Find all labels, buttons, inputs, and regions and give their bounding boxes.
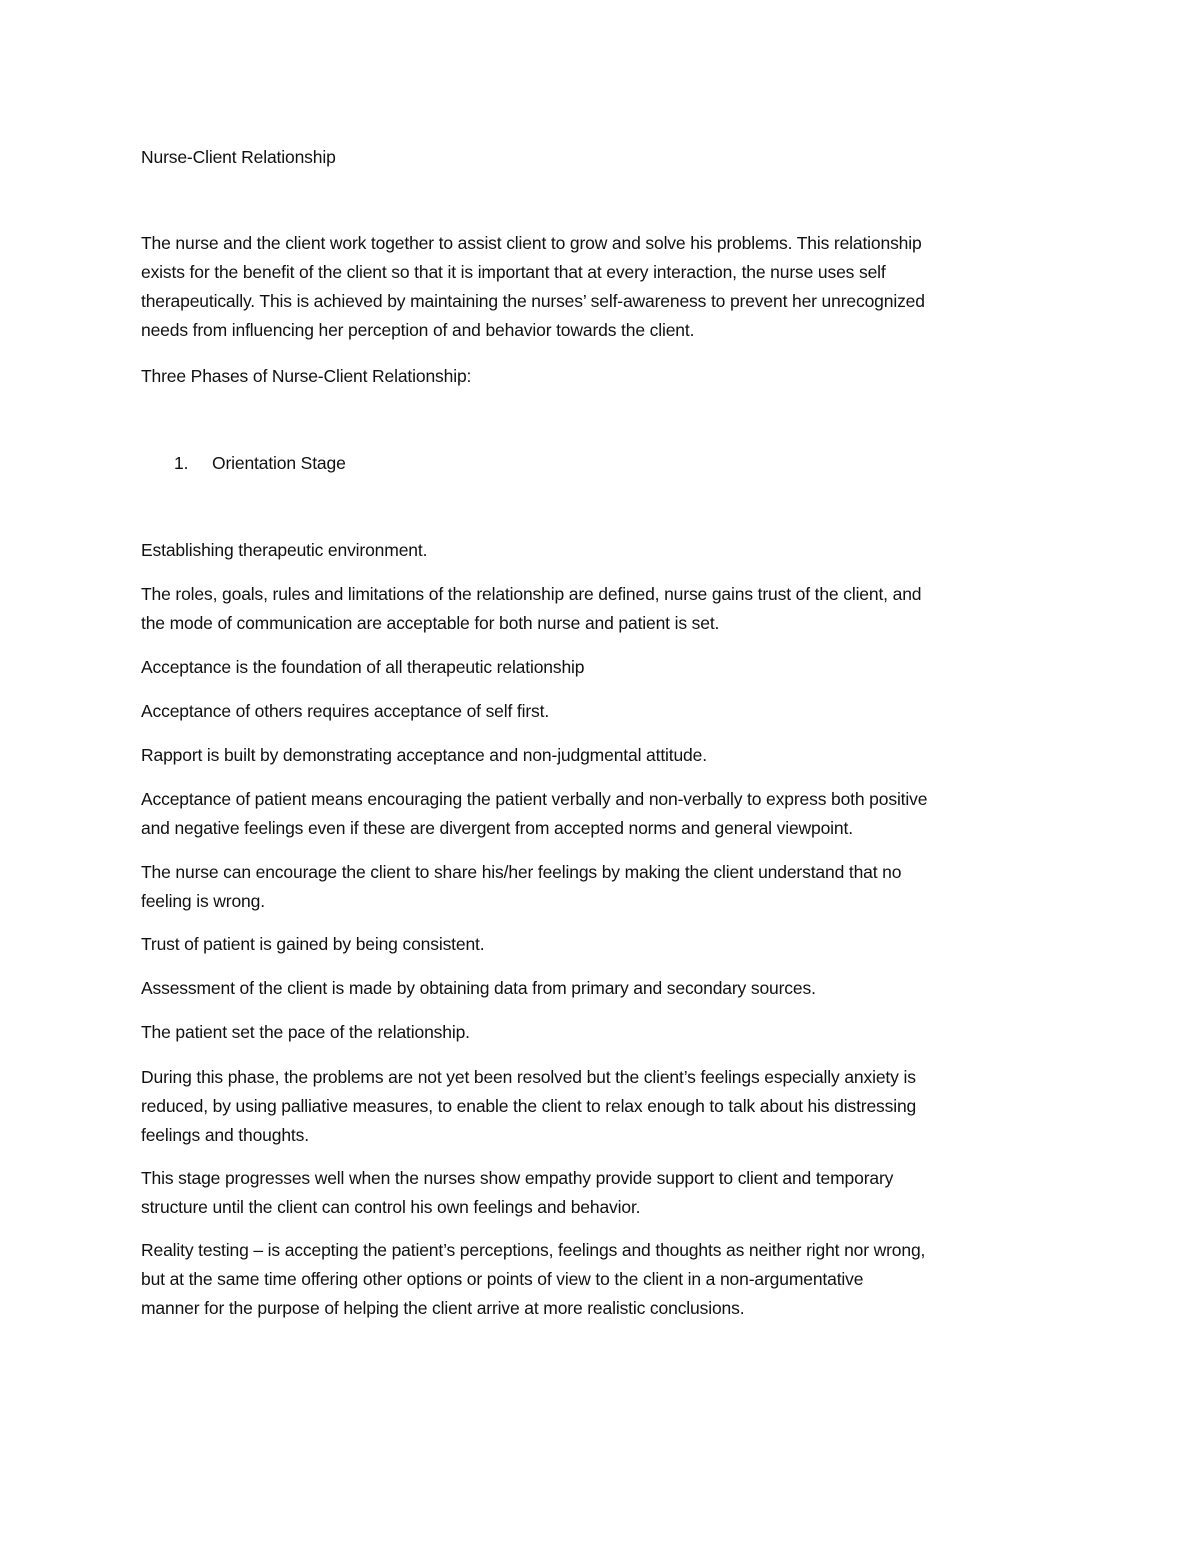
text-line: The patient set the pace of the relationship. [141,1022,470,1042]
paragraph [141,536,427,565]
paragraph [141,858,901,916]
paragraph [141,785,927,843]
text-line: Establishing therapeutic environment. [141,540,428,560]
text-line: the mode of communication are acceptable for both nurse and patient is set. [141,613,720,633]
paragraph [141,580,921,638]
text-line: Acceptance of patient means encouraging the patient verbally and non-verbally to express both positive [141,789,928,809]
text-line: The nurse can encourage the client to share his/her feelings by making the client understand that no [141,862,902,882]
text-line: structure until the client can control his own feelings and behavior. [141,1197,641,1217]
paragraph [141,653,584,682]
paragraph [141,930,484,959]
text-line: feeling is wrong. [141,891,265,911]
text-line: The nurse and the client work together to assist client to grow and solve his problems. This relationship [141,233,922,253]
text-line: manner for the purpose of helping the client arrive at more realistic conclusions. [141,1298,745,1318]
text-line: This stage progresses well when the nurses show empathy provide support to client and temporary [141,1168,894,1188]
intro-paragraph [141,229,925,345]
paragraph [141,974,816,1003]
paragraph [141,1164,893,1222]
text-line: reduced, by using palliative measures, to enable the client to relax enough to talk about his distressing [141,1096,917,1116]
text-line: Acceptance is the foundation of all therapeutic relationship [141,657,585,677]
text-line: Rapport is built by demonstrating acceptance and non-judgmental attitude. [141,745,707,765]
phases-heading: Three Phases of Nurse-Client Relationship: [141,366,472,386]
text-line: Reality testing – is accepting the patient’s perceptions, feelings and thoughts as neither right nor wrong, [141,1240,926,1260]
text-line: Assessment of the client is made by obtaining data from primary and secondary sources. [141,978,816,998]
text-line: and negative feelings even if these are divergent from accepted norms and general viewpoint. [141,818,853,838]
list-item-orientation-stage [141,449,346,478]
text-line: exists for the benefit of the client so that it is important that at every interaction, the nurse uses self [141,262,886,282]
document-title: Nurse-Client Relationship [141,147,336,167]
paragraph [141,697,549,726]
text-line: needs from influencing her perception of and behavior towards the client. [141,320,695,340]
text-line: During this phase, the problems are not yet been resolved but the client’s feelings especially anxiety is [141,1067,916,1087]
text-line: The roles, goals, rules and limitations of the relationship are defined, nurse gains trust of the client, and [141,584,922,604]
paragraph [141,1063,916,1150]
text-line: but at the same time offering other options or points of view to the client in a non-argumentative [141,1269,864,1289]
paragraph [141,1018,470,1047]
list-label: Orientation Stage [212,453,346,473]
text-line: feelings and thoughts. [141,1125,309,1145]
paragraph [141,741,707,770]
text-line: therapeutically. This is achieved by maintaining the nurses’ self-awareness to prevent her unrecognized [141,291,925,311]
text-line: Trust of patient is gained by being consistent. [141,934,485,954]
list-number: 1. [174,453,189,473]
paragraph [141,1236,925,1323]
text-line: Acceptance of others requires acceptance of self first. [141,701,550,721]
